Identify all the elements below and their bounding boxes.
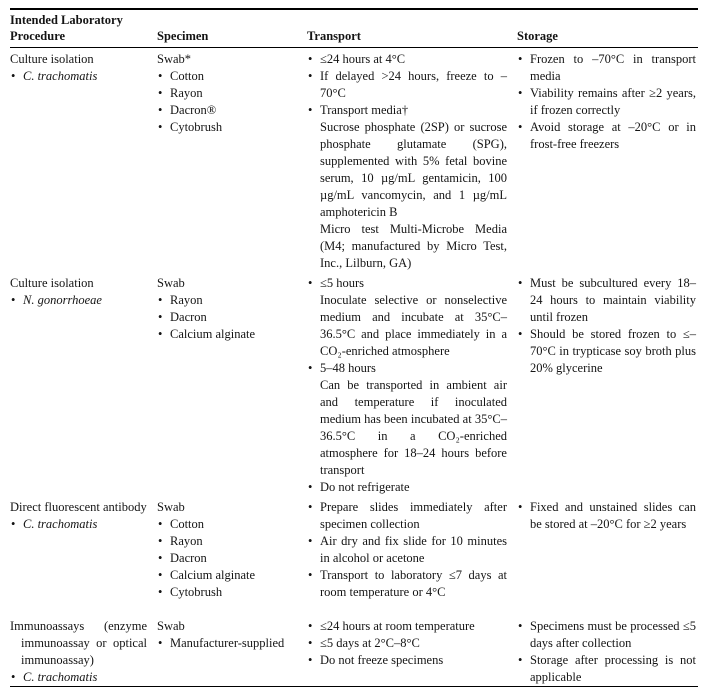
transport-detail: Can be transported in ambient air and temperature if inoculated medium has been incubated at 35°C–36.5°C in a CO₂-enriched atmosphere for 18–24 hours before transport <box>320 378 507 477</box>
storage-item: • Fixed and unstained slides can be stored at –20°C for ≥2 years <box>517 499 696 533</box>
organism-item <box>10 292 147 309</box>
specimen-item: • Rayon <box>157 85 297 102</box>
transport-item: • Do not freeze specimens <box>307 652 507 669</box>
header-storage-cell <box>517 28 698 44</box>
table-row <box>10 272 698 496</box>
storage-cell <box>517 499 698 601</box>
organism-name: C. trachomatis <box>23 517 98 531</box>
storage-item: • Must be subcultured every 18–24 hours to maintain viability until frozen <box>517 275 696 326</box>
transport-cell <box>307 275 517 496</box>
storage-item: • Specimens must be processed ≤5 days after collection <box>517 618 696 652</box>
organism-item <box>10 669 147 686</box>
specimen-item: • Manufacturer-supplied <box>157 635 297 652</box>
storage-item: • Frozen to –70°C in transport media <box>517 51 696 85</box>
specimen-item: • Calcium alginate <box>157 326 297 343</box>
specimen-item: • Dacron® <box>157 102 297 119</box>
specimen-cell <box>157 51 307 272</box>
transport-item: • If delayed >24 hours, freeze to –70°C <box>307 68 507 102</box>
transport-item: • ≤24 hours at 4°C <box>307 51 507 68</box>
procedure-cell <box>10 499 157 601</box>
specimen-item: • Rayon <box>157 533 297 550</box>
procedure-title: Culture isolation <box>10 52 94 66</box>
specimen-type: Swab <box>157 619 185 633</box>
table-header <box>10 10 698 47</box>
storage-item: • Avoid storage at –20°C or in frost-free freezers <box>517 119 696 153</box>
transport-detail: Inoculate selective or nonselective medium and incubate at 35°C–36.5°C and place immediately in a CO₂-enriched atmosphere <box>320 293 507 358</box>
organism-name: C. trachomatis <box>23 670 98 684</box>
specimen-item: • Calcium alginate <box>157 567 297 584</box>
storage-cell <box>517 618 698 686</box>
procedure-cell <box>10 51 157 272</box>
transport-item: • Do not refrigerate <box>307 479 507 496</box>
header-transport-cell <box>307 28 517 44</box>
specimen-cell <box>157 499 307 601</box>
header-storage: Storage <box>517 29 558 43</box>
header-procedure-cell <box>10 12 157 44</box>
header-procedure-line1: Intended Laboratory <box>10 13 123 27</box>
transport-item: • Prepare slides immediately after specimen collection <box>307 499 507 533</box>
organism-name: C. trachomatis <box>23 69 98 83</box>
specimen-type: Swab <box>157 276 185 290</box>
table-row <box>10 48 698 272</box>
specimen-item: • Cotton <box>157 516 297 533</box>
organism-item <box>10 516 147 533</box>
header-transport: Transport <box>307 29 361 43</box>
header-specimen: Specimen <box>157 29 209 43</box>
specimen-item: • Dacron <box>157 550 297 567</box>
transport-cell <box>307 618 517 686</box>
procedure-title: Direct fluorescent antibody <box>10 500 147 514</box>
transport-cell <box>307 51 517 272</box>
storage-cell <box>517 51 698 272</box>
transport-item: • Air dry and fix slide for 10 minutes in alcohol or acetone <box>307 533 507 567</box>
specimen-item: • Rayon <box>157 292 297 309</box>
transport-item: • ≤24 hours at room temperature <box>307 618 507 635</box>
specimen-cell <box>157 618 307 686</box>
specimen-type: Swab* <box>157 52 192 66</box>
organism-item <box>10 68 147 85</box>
storage-item: • Should be stored frozen to ≤–70°C in trypticase soy broth plus 20% glycerine <box>517 326 696 377</box>
transport-item: • 5–48 hours <box>307 360 507 377</box>
header-specimen-cell <box>157 28 307 44</box>
transport-detail: Micro test Multi-Microbe Media (M4; manufactured by Micro Test, Inc., Lilburn, GA) <box>320 222 507 270</box>
table-row <box>10 496 698 601</box>
specimen-cell <box>157 275 307 496</box>
procedure-cell <box>10 275 157 496</box>
storage-item: • Storage after processing is not applicable <box>517 652 696 686</box>
specimen-item: • Cytobrush <box>157 119 297 136</box>
transport-cell <box>307 499 517 601</box>
specimen-item: • Cotton <box>157 68 297 85</box>
transport-detail: Sucrose phosphate (2SP) or sucrose phosphate glutamate (SPG), supplemented with 5% fetal bovine serum, 10 µg/mL gentamicin, 100 µg/mL vancomycin, and 1 µg/mL amphotericin B <box>320 120 507 219</box>
transport-item: • Transport to laboratory ≤7 days at room temperature or 4°C <box>307 567 507 601</box>
transport-item: • ≤5 hours <box>307 275 507 292</box>
storage-cell <box>517 275 698 496</box>
specimen-type: Swab <box>157 500 185 514</box>
specimen-item: • Dacron <box>157 309 297 326</box>
storage-item: • Viability remains after ≥2 years, if frozen correctly <box>517 85 696 119</box>
header-procedure-line2: Procedure <box>10 29 66 43</box>
transport-item: • ≤5 days at 2°C–8°C <box>307 635 507 652</box>
procedure-title: Immunoassays (enzyme immunoassay or optical immunoassay) <box>10 619 147 667</box>
organism-name: N. gonorrhoeae <box>23 293 102 307</box>
table-row <box>10 615 698 686</box>
transport-item: • Transport media† <box>307 102 507 119</box>
procedure-cell <box>10 618 157 686</box>
procedure-title: Culture isolation <box>10 276 94 290</box>
specimen-item: • Cytobrush <box>157 584 297 601</box>
